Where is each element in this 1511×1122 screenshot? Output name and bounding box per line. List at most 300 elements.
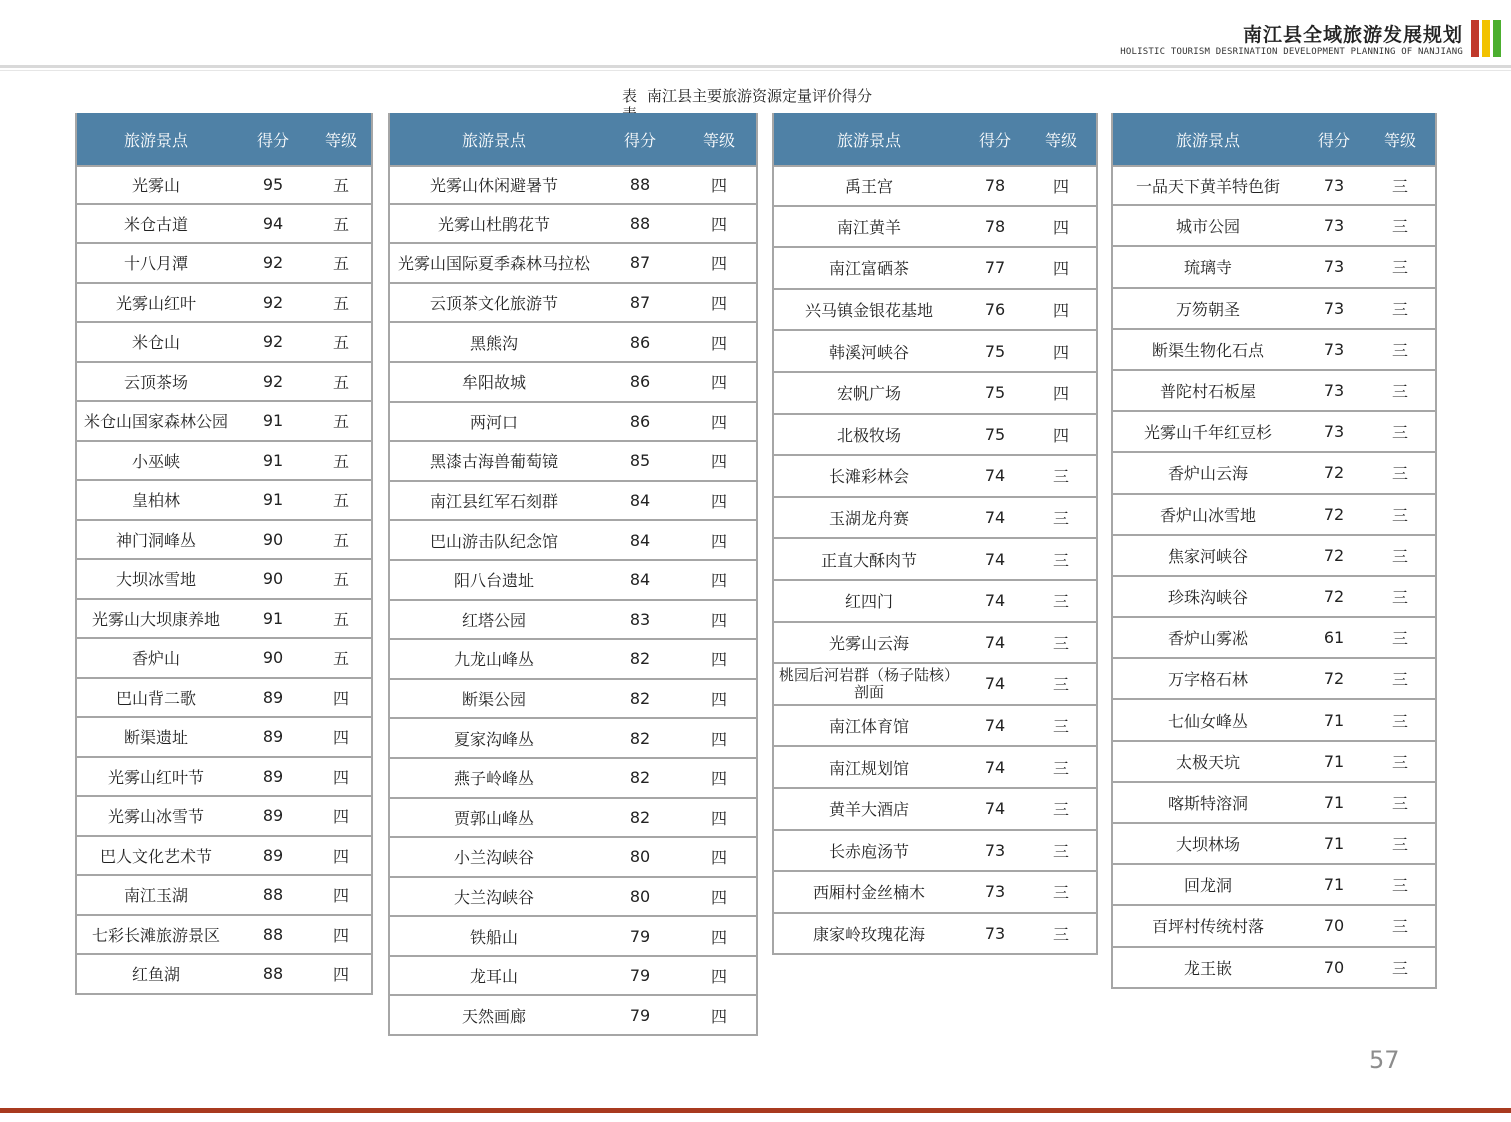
table-row [390,521,756,561]
table-row [77,205,371,245]
table-row [77,718,371,758]
cell-name: 巴山游击队纪念馆 [429,531,558,551]
cell-grade: 四 [1052,217,1069,237]
page-number: 57 [1369,1046,1400,1074]
cell-score: 71 [1323,751,1345,771]
cell-score: 82 [629,689,651,709]
header-divider-thin [0,70,1511,71]
cell-grade: 五 [332,649,349,669]
table-row [1113,165,1435,206]
cell-grade: 四 [710,610,727,630]
column-header-score: 得分 [978,130,1011,150]
table-row [77,560,371,600]
cell-name: 小兰沟峡谷 [453,848,534,868]
cell-score: 82 [629,768,651,788]
cell-score: 84 [629,570,651,590]
cell-name: 桃园后河岩群（杨子陆核）剖面 [778,665,959,701]
cell-name: 光雾山红叶节 [107,767,204,787]
cell-grade: 五 [332,333,349,353]
table-row [1113,247,1435,288]
table-row [774,415,1096,457]
cell-score: 72 [1323,504,1345,524]
cell-name: 百坪村传统村落 [1151,917,1264,937]
table-body [390,165,756,1036]
cell-score: 91 [262,411,284,431]
cell-grade: 四 [332,688,349,708]
cell-name: 皇柏林 [131,491,180,511]
table-row [390,601,756,641]
cell-name: 燕子岭峰丛 [453,769,534,789]
table-header-row [774,113,1096,165]
table-row [390,403,756,443]
cell-score: 89 [262,727,284,747]
cell-grade: 三 [1052,592,1069,612]
table-row [77,797,371,837]
cell-score: 70 [1323,957,1345,977]
table-row [774,248,1096,290]
cell-grade: 三 [1052,883,1069,903]
cell-score: 86 [629,332,651,352]
cell-score: 95 [262,175,284,195]
table-row [1113,371,1435,412]
cell-score: 86 [629,372,651,392]
cell-score: 72 [1323,586,1345,606]
cell-score: 88 [262,964,284,984]
cell-grade: 四 [710,571,727,591]
table-row [390,996,756,1036]
cell-score: 73 [1323,422,1345,442]
table-caption-title: 南江县主要旅游资源定量评价得分 [647,87,873,105]
cell-score: 78 [984,176,1006,196]
cell-name: 珍珠沟峡谷 [1167,587,1248,607]
table-row [1113,906,1435,947]
cell-grade: 四 [332,925,349,945]
column-header-score: 得分 [256,130,289,150]
table-row [1113,618,1435,659]
cell-name: 焦家河峡谷 [1167,546,1248,566]
cell-score: 82 [629,728,651,748]
cell-name: 巴山背二歌 [115,688,196,708]
cell-score: 77 [984,258,1006,278]
table-row [390,719,756,759]
cell-grade: 三 [1391,177,1408,197]
cell-grade: 四 [1052,384,1069,404]
table-row [390,165,756,205]
cell-score: 73 [1323,257,1345,277]
cell-name: 七彩长滩旅游景区 [91,925,220,945]
cell-grade: 四 [1052,342,1069,362]
cell-score: 75 [984,424,1006,444]
cell-name: 米仓古道 [123,214,188,234]
cell-name: 云顶茶场 [123,372,188,392]
cell-score: 91 [262,450,284,470]
footer-bar [0,1108,1511,1113]
cell-score: 74 [984,466,1006,486]
cell-grade: 四 [710,531,727,551]
cell-name: 长赤庖汤节 [828,841,909,861]
cell-grade: 三 [1391,340,1408,360]
score-table-3 [772,113,1098,955]
logo-bar-green [1493,20,1501,57]
cell-score: 87 [629,293,651,313]
table-header-row [1113,113,1435,165]
cell-score: 92 [262,292,284,312]
cell-score: 71 [1323,792,1345,812]
cell-name: 香炉山云海 [1167,464,1248,484]
cell-name: 西厢村金丝楠木 [812,883,925,903]
cell-grade: 五 [332,254,349,274]
cell-grade: 五 [332,293,349,313]
table-body [1113,165,1435,989]
table-row [774,165,1096,207]
cell-score: 73 [984,882,1006,902]
cell-grade: 三 [1052,800,1069,820]
score-table-2 [388,113,758,1036]
cell-grade: 三 [1052,633,1069,653]
cell-name: 北极牧场 [836,425,901,445]
cell-grade: 三 [1391,587,1408,607]
cell-name: 光雾山云海 [828,633,909,653]
header-divider [0,65,1511,68]
cell-name: 断渠遗址 [123,728,188,748]
cell-name: 喀斯特溶洞 [1167,793,1248,813]
cell-grade: 三 [1391,835,1408,855]
cell-grade: 四 [332,886,349,906]
cell-name: 小巫峡 [131,451,180,471]
cell-score: 73 [1323,298,1345,318]
cell-grade: 三 [1052,758,1069,778]
document-title: 南江县全域旅游发展规划 [1242,24,1463,46]
cell-name: 一品天下黄羊特色街 [1135,177,1280,197]
cell-name: 龙王嵌 [1183,958,1232,978]
cell-name: 光雾山国际夏季森林马拉松 [397,254,590,274]
cell-name: 阳八台遗址 [453,571,534,591]
cell-score: 74 [984,674,1006,694]
cell-score: 91 [262,608,284,628]
cell-grade: 三 [1391,958,1408,978]
cell-score: 92 [262,253,284,273]
table-row [1113,700,1435,741]
cell-score: 94 [262,213,284,233]
table-row [774,914,1096,956]
cell-score: 74 [984,508,1006,528]
column-header-grade: 等级 [1044,130,1077,150]
cell-grade: 三 [1391,752,1408,772]
cell-name: 米仓山国家森林公园 [83,412,228,432]
cell-name: 康家岭玫瑰花海 [812,924,925,944]
cell-grade: 三 [1391,711,1408,731]
cell-grade: 四 [710,967,727,987]
cell-name: 万字格石林 [1167,670,1248,690]
table-row [774,207,1096,249]
cell-name: 光雾山休闲避暑节 [429,176,558,196]
table-row [77,955,371,995]
cell-grade: 三 [1391,670,1408,690]
cell-grade: 三 [1052,841,1069,861]
table-row [1113,412,1435,453]
cell-name: 红塔公园 [461,610,526,630]
cell-grade: 四 [710,808,727,828]
cell-grade: 五 [332,176,349,196]
cell-name: 南江县红军石刻群 [429,492,558,512]
cell-name: 光雾山冰雪节 [107,807,204,827]
table-row [774,706,1096,748]
table-row [1113,206,1435,247]
cell-grade: 三 [1391,629,1408,649]
cell-name: 宏帆广场 [836,384,901,404]
table-row [774,539,1096,581]
cell-score: 80 [629,886,651,906]
table-row [774,581,1096,623]
cell-name: 城市公园 [1175,217,1240,237]
table-row [77,165,371,205]
cell-grade: 四 [710,333,727,353]
table-row [77,639,371,679]
cell-name: 韩溪河峡谷 [828,342,909,362]
cell-score: 75 [984,341,1006,361]
cell-score: 92 [262,371,284,391]
table-row [774,872,1096,914]
table-row [77,481,371,521]
cell-name: 断渠生物化石点 [1151,340,1264,360]
table-header-row [390,113,756,165]
cell-grade: 四 [710,492,727,512]
table-row [1113,948,1435,989]
cell-score: 82 [629,649,651,669]
table-row [390,244,756,284]
column-header-name: 旅游景点 [1175,130,1240,150]
cell-grade: 五 [332,609,349,629]
cell-grade: 三 [1391,793,1408,813]
column-header-grade: 等级 [1383,130,1416,150]
table-row [1113,577,1435,618]
table-row [390,759,756,799]
cell-grade: 四 [710,650,727,670]
cell-name: 禹王宫 [844,177,893,197]
cell-name: 大兰沟峡谷 [453,887,534,907]
cell-score: 83 [629,609,651,629]
table-row [774,456,1096,498]
cell-score: 91 [262,490,284,510]
cell-grade: 三 [1052,675,1069,695]
table-row [390,561,756,601]
cell-score: 79 [629,1005,651,1025]
table-row [77,758,371,798]
cell-name: 光雾山杜鹃花节 [437,214,550,234]
column-header-grade: 等级 [702,130,735,150]
cell-score: 73 [1323,381,1345,401]
cell-score: 61 [1323,628,1345,648]
table-body [77,165,371,995]
cell-score: 80 [629,847,651,867]
logo-bar-red [1471,20,1479,57]
cell-grade: 五 [332,214,349,234]
cell-name: 南江体育馆 [828,717,909,737]
table-row [77,916,371,956]
table-row [774,623,1096,665]
cell-name: 长滩彩林会 [828,467,909,487]
table-row [390,957,756,997]
cell-grade: 四 [710,214,727,234]
table-row [1113,453,1435,494]
logo-bar-yellow [1482,20,1490,57]
table-row [390,640,756,680]
cell-name: 巴人文化艺术节 [99,846,212,866]
score-table-1 [75,113,373,995]
cell-name: 正直大酥肉节 [820,550,917,570]
cell-grade: 三 [1052,717,1069,737]
cell-name: 南江富硒茶 [828,259,909,279]
cell-score: 79 [629,926,651,946]
cell-score: 82 [629,807,651,827]
table-row [77,679,371,719]
cell-grade: 四 [332,807,349,827]
cell-grade: 三 [1391,464,1408,484]
table-row [77,244,371,284]
cell-grade: 五 [332,412,349,432]
cell-score: 88 [629,175,651,195]
table-row [1113,824,1435,865]
cell-grade: 四 [710,729,727,749]
cell-name: 光雾山千年红豆杉 [1143,423,1272,443]
table-row [390,205,756,245]
cell-score: 73 [984,840,1006,860]
cell-name: 兴马镇金银花基地 [804,301,933,321]
cell-grade: 三 [1052,924,1069,944]
column-header-name: 旅游景点 [123,130,188,150]
cell-grade: 四 [710,887,727,907]
table-row [774,789,1096,831]
cell-score: 89 [262,806,284,826]
cell-grade: 四 [710,294,727,314]
cell-score: 74 [984,632,1006,652]
table-row [1113,289,1435,330]
cell-grade: 五 [332,530,349,550]
cell-name: 琉璃寺 [1183,258,1232,278]
cell-grade: 四 [1052,425,1069,445]
table-row [1113,742,1435,783]
cell-score: 86 [629,411,651,431]
table-row [390,482,756,522]
cell-grade: 四 [710,690,727,710]
cell-score: 74 [984,716,1006,736]
cell-score: 88 [262,885,284,905]
cell-grade: 三 [1391,217,1408,237]
table-row [390,680,756,720]
table-body [774,165,1096,955]
cell-name: 普陀村石板屋 [1159,382,1256,402]
cell-name: 光雾山大坝康养地 [91,609,220,629]
cell-grade: 四 [1052,301,1069,321]
table-row [390,323,756,363]
cell-name: 南江规划馆 [828,758,909,778]
cell-grade: 四 [710,254,727,274]
cell-name: 天然画廊 [461,1006,526,1026]
cell-name: 九龙山峰丛 [453,650,534,670]
cell-name: 黄羊大酒店 [828,800,909,820]
cell-score: 88 [629,213,651,233]
cell-score: 89 [262,687,284,707]
table-row [390,284,756,324]
table-row [77,284,371,324]
table-row [1113,865,1435,906]
table-row [77,402,371,442]
cell-grade: 四 [710,848,727,868]
cell-grade: 四 [710,1006,727,1026]
cell-score: 87 [629,253,651,273]
table-row [774,331,1096,373]
cell-name: 红鱼湖 [131,965,180,985]
cell-name: 黑熊沟 [469,333,518,353]
cell-grade: 五 [332,491,349,511]
column-header-score: 得分 [1317,130,1350,150]
cell-grade: 四 [710,412,727,432]
cell-score: 73 [1323,216,1345,236]
cell-grade: 三 [1391,299,1408,319]
cell-grade: 三 [1391,382,1408,402]
cell-grade: 三 [1391,258,1408,278]
cell-name: 南江黄羊 [836,217,901,237]
cell-grade: 四 [1052,177,1069,197]
column-header-grade: 等级 [324,130,357,150]
cell-score: 76 [984,300,1006,320]
cell-name: 红四门 [844,592,893,612]
cell-name: 大坝冰雪地 [115,570,196,590]
cell-name: 铁船山 [469,927,518,947]
cell-name: 断渠公园 [461,690,526,710]
cell-grade: 四 [332,767,349,787]
table-row [77,521,371,561]
cell-grade: 三 [1391,423,1408,443]
score-table-4 [1111,113,1437,989]
table-row [77,363,371,403]
cell-grade: 三 [1391,876,1408,896]
table-row [390,442,756,482]
cell-score: 90 [262,529,284,549]
cell-grade: 三 [1052,467,1069,487]
table-row [1113,783,1435,824]
cell-grade: 四 [332,846,349,866]
table-row [774,831,1096,873]
table-row [774,373,1096,415]
table-row [77,323,371,363]
cell-score: 75 [984,383,1006,403]
cell-grade: 三 [1391,546,1408,566]
cell-name: 米仓山 [131,333,180,353]
cell-score: 89 [262,766,284,786]
cell-grade: 四 [710,176,727,196]
cell-score: 92 [262,332,284,352]
cell-grade: 三 [1052,550,1069,570]
cell-name: 神门洞峰丛 [115,530,196,550]
cell-score: 90 [262,569,284,589]
table-row [774,290,1096,332]
table-row [1113,495,1435,536]
cell-name: 龙耳山 [469,967,518,987]
column-header-name: 旅游景点 [461,130,526,150]
cell-name: 十八月潭 [123,254,188,274]
table-row [1113,659,1435,700]
cell-name: 光雾山红叶 [115,293,196,313]
column-header-name: 旅游景点 [836,130,901,150]
cell-grade: 四 [710,373,727,393]
cell-score: 72 [1323,463,1345,483]
cell-name: 南江玉湖 [123,886,188,906]
cell-score: 71 [1323,710,1345,730]
cell-grade: 四 [710,452,727,472]
cell-score: 90 [262,648,284,668]
table-row [390,363,756,403]
